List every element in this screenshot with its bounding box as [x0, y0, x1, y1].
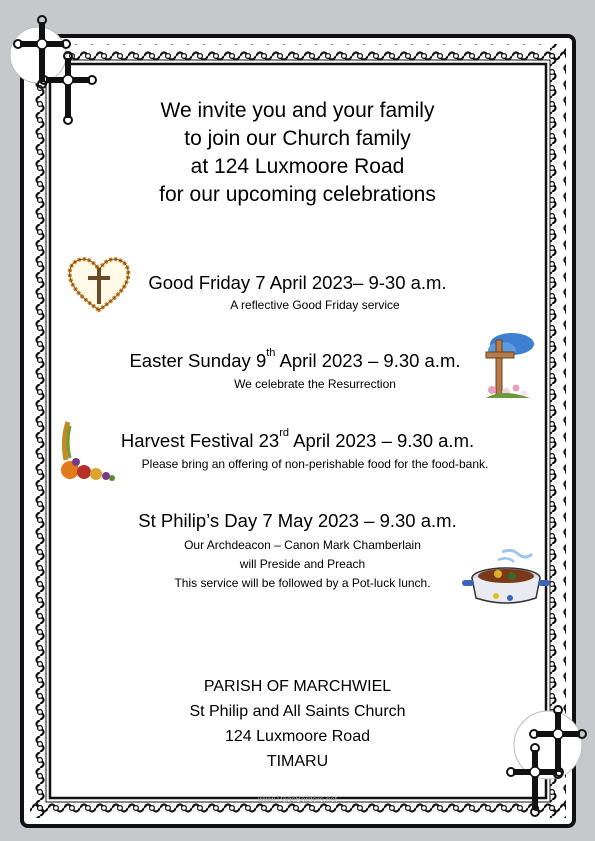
invitation-line: to join our Church family [184, 127, 411, 150]
cross-with-flowers-icon [482, 330, 536, 402]
cooking-pot-icon [462, 546, 550, 612]
parish-address [150, 674, 445, 774]
event-detail: Our Archdeacon – Canon Mark Chamberlain [184, 538, 421, 552]
event-title: St Philip’s Day 7 May 2023 – 9.30 a.m. [138, 510, 457, 531]
event-detail: This service will be followed by a Pot-luck lunch. [174, 576, 431, 590]
watermark: www.PageBorders.net [257, 795, 338, 804]
event-title: Good Friday 7 April 2023– 9-30 a.m. [148, 272, 447, 293]
church-name: St Philip and All Saints Church [189, 703, 406, 720]
event-detail: Please bring an offering of non-perishable food for the food-bank. [141, 457, 489, 471]
event-detail: We celebrate the Resurrection [234, 377, 396, 391]
invitation-line: at 124 Luxmoore Road [190, 155, 405, 178]
invitation-line: for our upcoming celebrations [159, 183, 436, 206]
parish-name: PARISH OF MARCHWIEL [203, 678, 392, 695]
event-title: Easter Sunday 9th April 2023 – 9.30 a.m. [129, 347, 461, 371]
invitation-line: We invite you and your family [160, 99, 435, 122]
invitation-heading [100, 97, 495, 209]
event-detail: A reflective Good Friday service [230, 298, 400, 312]
street-address: 124 Luxmoore Road [225, 728, 370, 745]
town: TIMARU [266, 753, 329, 770]
event-details [150, 536, 455, 593]
event-detail: will Preside and Preach [239, 557, 366, 571]
event-title: Harvest Festival 23rd April 2023 – 9.30 a.m. [120, 427, 475, 451]
